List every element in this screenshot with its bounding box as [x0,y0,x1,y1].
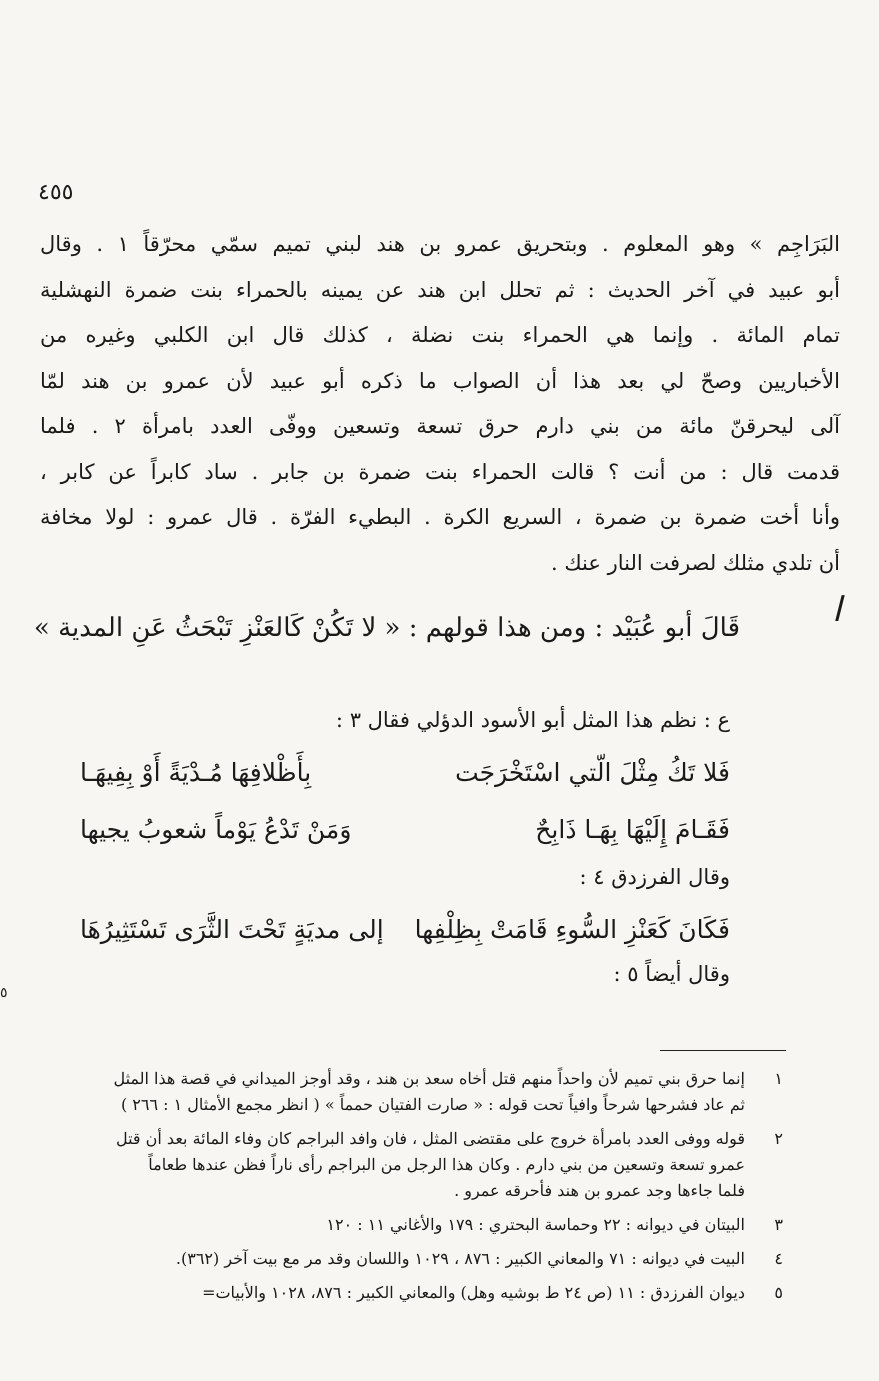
proverb-heading: قَالَ أبو عُبَيْد : ومن هذا قولهم : « لا تَكُنْ كَالعَنْزِ تَبْحَثُ عَنِ المدية » [33,613,740,643]
paragraph-line: أن تلدي مثلك لصرفت النار عنك . [550,550,840,575]
footnote-number: ٥ [774,1283,783,1302]
footnote [40,1212,783,1238]
footnote-line: إنما حرق بني تميم لأن واحداً منهم قتل أخاه سعد بن هند ، وقد أوجز الميداني في قصة هذا المثل [113,1069,745,1088]
paragraph-line: قدمت قال : من أنت ؟ قالت الحمراء بنت ضمرة بن جابر . ساد كابراً عن كابر ، [40,459,840,484]
verse-first-hemistich: فَلا تَكُ مِثْلَ الّتي اسْتَخْرَجَت [455,758,730,787]
edge-mark: ٥ [0,985,8,1001]
footnote-line: البيتان في ديوانه : ٢٢ وحماسة البحتري : ١٧٩ والأغاني ١١ : ١٢٠ [326,1215,745,1234]
farazdaq-intro: وقال الفرزدق ٤ : [579,865,730,889]
footnote-line: ديوان الفرزدق : ١١ (ص ٢٤ ط بوشيه وهل) والمعاني الكبير : ٨٧٦، ١٠٢٨ والأبيات= [202,1283,745,1302]
footnote-number: ٢ [774,1129,783,1148]
verse-line [80,758,730,787]
footnote-number: ٣ [774,1215,783,1234]
paragraph-line: وأنا أخت ضمرة بن ضمرة ، السريع الكرة . البطيء الفرّة . قال عمرو : لولا مخافة [40,505,840,529]
footnote-number: ١ [774,1069,783,1088]
footnote-line: عمرو تسعة وتسعين من بني دارم . وكان هذا الرجل من البراجم رأى ناراً فظن عندها طعاماً [148,1155,745,1174]
paragraph-line: البَرَاجِم » وهو المعلوم . وبتحريق عمرو بن هند لبني تميم سمّي محرّقاً ١ . وقال [40,232,840,256]
footnote [40,1066,783,1118]
footnote [40,1280,783,1306]
footnote [40,1246,783,1272]
margin-mark: ا [832,590,842,630]
verse-line [80,815,730,844]
paragraph-line: أبو عبيد في آخر الحديث : ثم تحلل ابن هند عن يمينه بالحمراء بنت ضمرة النهشلية [40,277,840,302]
main-paragraph [40,222,840,586]
verse-second-hemistich: وَمَنْ تَدْعُ يَوْماً شعوبُ يجيها [80,815,352,844]
verse-first-hemistich: فَقَـامَ إِلَيْهَا بِهَـا ذَابِحٌ [535,815,730,844]
paragraph-line: تمام المائة . وإنما هي الحمراء بنت نضلة ، كذلك قال ابن الكلبي وغيره من [40,323,840,347]
footnote-line: ثم عاد فشرحها شرحاً وافياً تحت قوله : « صارت الفتيان حمماً » ( انظر مجمع الأمثال ١ : ٢٦٦ ) [120,1095,745,1114]
commentary-intro: ع : نظم هذا المثل أبو الأسود الدؤلي فقال ٣ : [335,708,730,732]
farazdaq-verse [80,915,730,944]
footnote-line: فلما جاءها وجد عمرو بن هند فأحرقه عمرو . [454,1181,745,1200]
verse-first-hemistich: فَكَانَ كَعَنْزِ السُّوءِ قَامَتْ بِظِلْفِها [414,915,730,944]
footnote [40,1126,783,1204]
verse-second-hemistich: إلى مديَةٍ تَحْتَ الثَّرَى تَسْتَثِيرُهَا [80,915,384,944]
also-intro: وقال أيضاً ٥ : [613,962,730,986]
footnote-number: ٤ [774,1249,783,1268]
paragraph-line: آلى ليحرقنّ مائة من بني دارم حرق تسعة وتسعين ووفّى العدد بامرأة ٢ . فلما [40,414,840,438]
paragraph-line: الأخباريين وصحّ لي بعد هذا أن الصواب ما ذكره أبو عبيد لأن عمرو بن هند لمّا [40,368,840,393]
page-number: ٤٥٥ [38,180,74,205]
verse-second-hemistich: بِأَظْلافِهَا مُـدْيَةً أَوْ بِفِيهَـا [80,758,312,787]
footnote-divider [660,1050,786,1051]
footnote-line: قوله ووفى العدد بامرأة خروج على مقتضى المثل ، فان وافد البراجم كان وفاء المائة بعد أن قتل [115,1129,745,1148]
footnote-line: البيت في ديوانه : ٧١ والمعاني الكبير : ٨٧٦ ، ١٠٢٩ واللسان وقد مر مع بيت آخر (٣٦٢). [175,1249,745,1268]
footnotes [40,1066,783,1314]
